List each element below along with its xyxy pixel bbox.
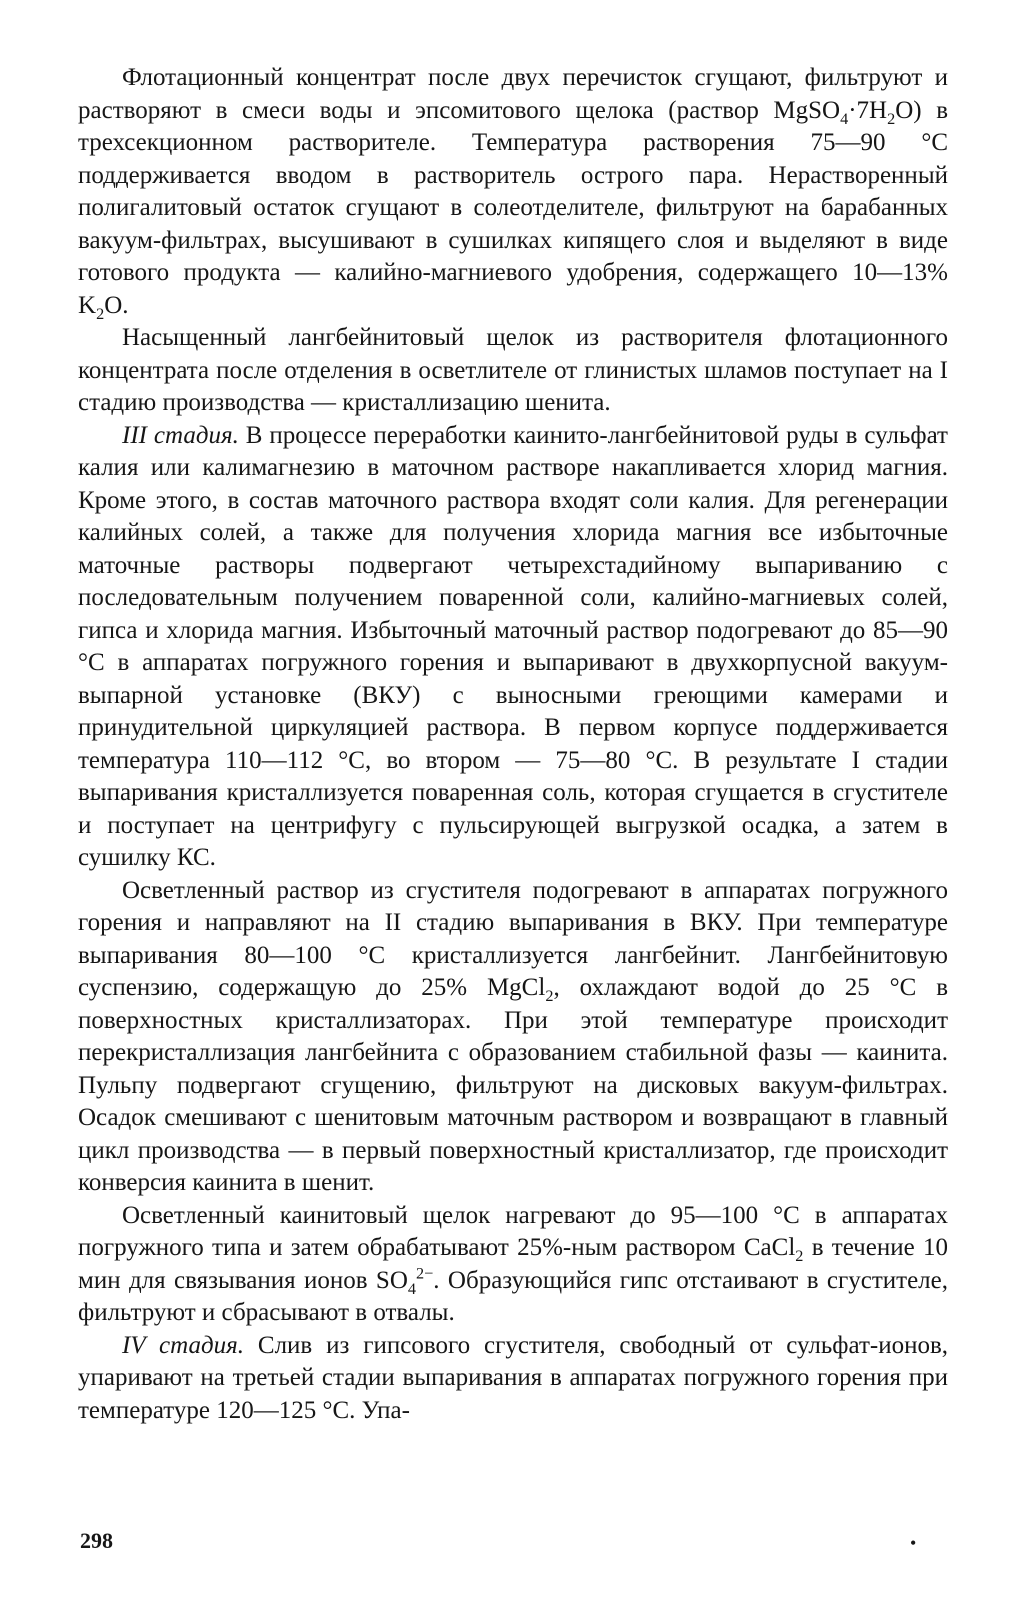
paragraph-flotation-concentrate <box>78 62 948 322</box>
subscript: 2 <box>545 987 554 1005</box>
text-run: В процессе переработки каинито-лангбейнитовой руды в сульфат калия или калимагнезию в маточном растворе накапливается хлорид магния. Кроме этого, в состав маточного раствора входят соли калия. Для регенерации калийных солей, а также для получения хлорида магния все избыточные маточные растворы подвергают четырехстадийному выпариванию с последовательным получением поваренной соли, калийно-магниевых солей, гипса и хлорида магния. Избыточный маточный раствор подогревают до 85—90 °С в аппаратах погружного горения и выпаривают в двухкорпусной вакуум-выпарной установке (ВКУ) с выносными греющими камерами и принудительной циркуляцией раствора. В первом корпусе поддерживается температура 110—112 °С, во втором — 75—80 °С. В результате I стадии выпаривания кристаллизуется поваренная соль, которая сгущается в сгустителе и поступает на центрифугу с пульсирующей выгрузкой осадка, а затем в сушилку КС. <box>78 421 948 871</box>
paragraph-clarified-solution <box>78 875 948 1200</box>
paragraph-stage-four <box>78 1330 948 1428</box>
corner-mark: • <box>910 1533 917 1553</box>
subscript: 4 <box>840 109 849 128</box>
text-run: ·7H <box>848 96 888 124</box>
subscript: 4 <box>407 1279 416 1298</box>
stage-four-label: IV стадия. <box>122 1331 245 1359</box>
superscript: 2− <box>416 1264 434 1283</box>
text-run: O. <box>104 291 129 319</box>
text-run: O) в трехсекционном растворителе. Температура растворения 75—90 °С поддерживается вводом в растворитель острого пара. Нерастворенный полигалитовый остаток сгущают в солеотделителе, фильтруют на барабанных вакуум-фильтрах, высушивают в сушилках кипящего слоя и выделяют в виде готового продукта — калийно-магниевого удобрения, содержащего 10—13% K <box>78 96 949 319</box>
subscript: 2 <box>795 1247 804 1265</box>
paragraph-stage-three <box>78 420 948 875</box>
subscript: 2 <box>96 304 105 323</box>
text-run: , охлаждают водой до 25 °С в поверхностных кристаллизаторах. При этой температуре происходит перекристаллизация лангбейнита с образованием стабильной фазы — каинита. Пульпу подвергают сгущению, фильтруют на дисковых вакуум-фильтрах. Осадок смешивают с шенитовым маточным раствором и возвращают в главный цикл производства — в первый поверхностный кристаллизатор, где происходит конверсия каинита в шенит. <box>78 974 948 1196</box>
page-number: 298 <box>80 1528 113 1553</box>
paragraph-langbeinite-liquor: Насыщенный лангбейнитовый щелок из растворителя флотационного концентрата после отделения в осветлителе от глинистых шламов поступает на I стадию производства — кристаллизацию шенита. <box>78 324 948 416</box>
text-run: Флотационный концентрат после двух перечисток сгущают, фильтруют и растворяют в смеси воды и эпсомитового щелока (раствор MgSO <box>78 64 948 124</box>
subscript: 2 <box>887 109 896 128</box>
text-run: Осветленный раствор из сгустителя подогревают в аппаратах погружного горения и направляют на II стадию выпаривания в ВКУ. При температуре выпаривания 80—100 °С кристаллизуется лангбейнит. Лангбейнитовую суспензию, содержащую до 25% MgCl <box>78 876 948 1001</box>
text-run: Осветленный каинитовый щелок нагревают до 95—100 °С в аппаратах погружного типа и затем обрабатывают 25%-ным раствором CaCl <box>78 1201 948 1261</box>
text-run: Слив из гипсового сгустителя, свободный от сульфат-ионов, упаривают на третьей стадии выпаривания в аппаратах погружного горения при температуре 120—125 °С. Упа- <box>78 1331 949 1424</box>
paragraph-kainite-liquor <box>78 1200 948 1330</box>
text-run: . Образующийся гипс отстаивают в сгустителе, фильтруют и сбрасывают в отвалы. <box>78 1266 948 1326</box>
page-body <box>78 62 948 1427</box>
text-run: в течение 10 мин для связывания ионов SO <box>78 1234 948 1294</box>
stage-three-label: III стадия. <box>122 421 239 449</box>
